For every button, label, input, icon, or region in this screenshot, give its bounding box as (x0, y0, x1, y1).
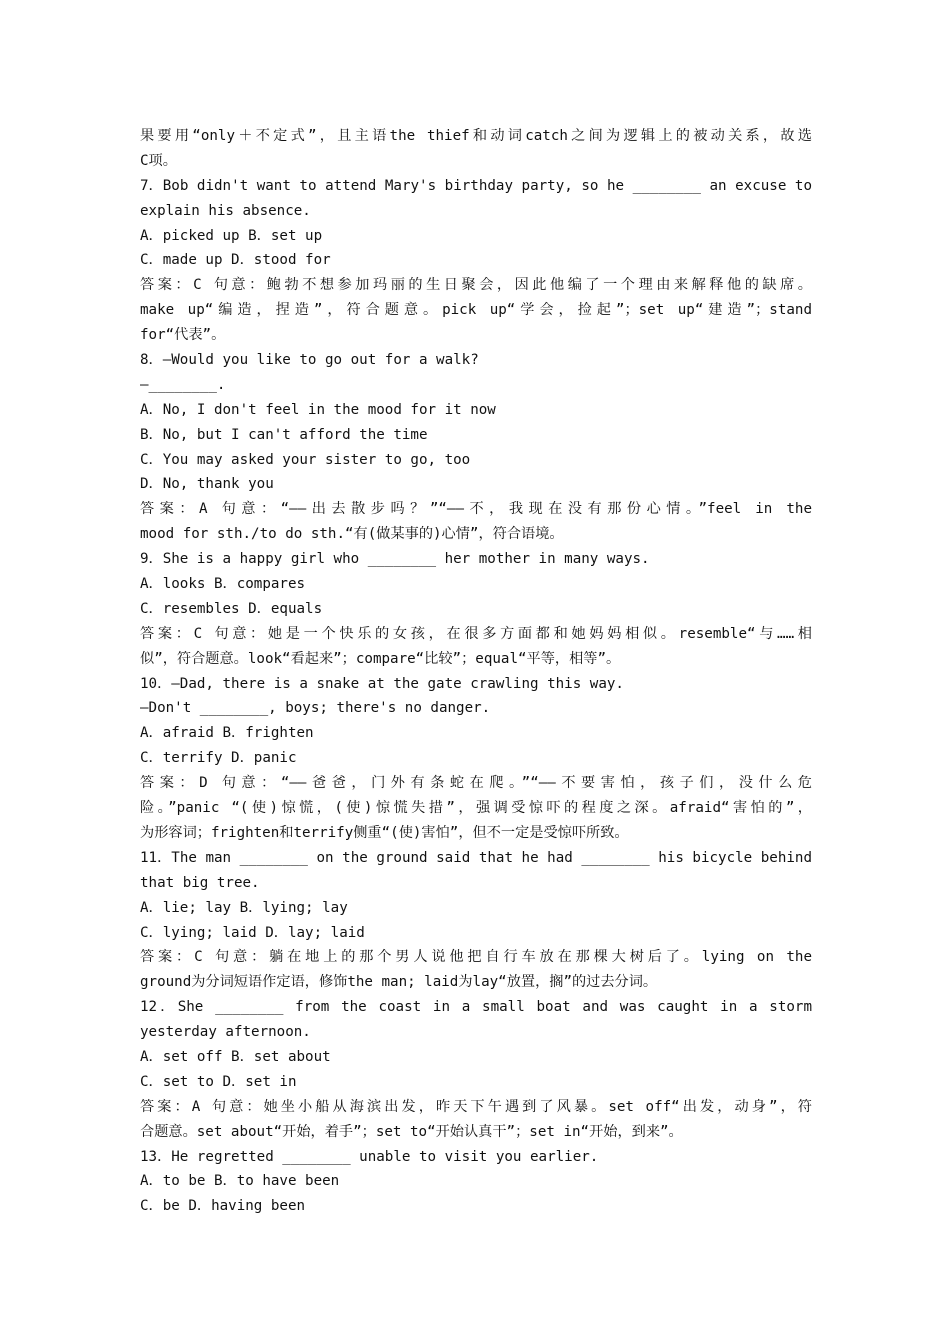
text-line: 答案：C 句意：鲍勃不想参加玛丽的生日聚会，因此他编了一个理由来解释他的缺席。 (140, 277, 812, 294)
text-line: 答案：A 句意：“——出去散步吗？”“——不，我现在没有那份心情。”feel in the (140, 501, 812, 518)
text-line: make up“编造，捏造”，符合题意。pick up“学会，捡起”；set up“建造”；stand (140, 302, 812, 319)
text-line: C．lying; laid D．lay; laid (140, 924, 365, 941)
text-line: 险。”panic “(使)惊慌，(使)惊慌失措”，强调受惊吓的程度之深。afraid“害怕的”， (140, 800, 812, 817)
text-line: 似”，符合题意。look“看起来”；compare“比较”；equal“平等，相等”。 (140, 650, 621, 667)
text-line: 8．—Would you like to go out for a walk? (140, 352, 479, 369)
text-line: 10．—Dad, there is a snake at the gate crawling this way. (140, 675, 624, 692)
text-line: that big tree. (140, 874, 260, 891)
text-line: 答案：A 句意：她坐小船从海滨出发，昨天下午遇到了风暴。set off“出发，动身”，符 (140, 1098, 812, 1115)
text-line: explain his absence. (140, 202, 311, 219)
document-page (140, 124, 812, 1219)
text-line: C．made up D．stood for (140, 252, 331, 269)
text-line: B．No, but I can't afford the time (140, 426, 428, 443)
text-line: for“代表”。 (140, 327, 226, 344)
text-line: yesterday afternoon. (140, 1024, 311, 1041)
text-line: mood for sth./to do sth.“有(做某事的)心情”，符合语境。 (140, 526, 564, 543)
text-line: 答案：C 句意：她是一个快乐的女孩，在很多方面都和她妈妈相似。resemble“与……相 (140, 625, 812, 642)
text-line: 11．The man ________ on the ground said that he had ________ his bicycle behind (140, 849, 812, 866)
text-line: A．No, I don't feel in the mood for it now (140, 401, 496, 418)
text-line: C．resembles D．equals (140, 600, 323, 617)
text-line: C．You may asked your sister to go, too (140, 451, 471, 468)
text-line: A．set off B．set about (140, 1048, 331, 1065)
text-line: 果要用“only＋不定式”，且主语the thief和动词catch之间为逻辑上的被动关系，故选 (140, 128, 812, 144)
text-line: ground为分词短语作定语，修饰the man; laid为lay“放置，搁”的过去分词。 (140, 974, 658, 991)
text-line: C．be D．having been (140, 1198, 306, 1215)
text-line: 答案：D 句意：“——爸爸，门外有条蛇在爬。”“——不要害怕，孩子们，没什么危 (140, 775, 812, 792)
text-line: A．picked up B．set up (140, 227, 323, 244)
text-line: 9．She is a happy girl who ________ her mother in many ways. (140, 551, 650, 568)
text-line: 合题意。set about“开始，着手”；set to“开始认真干”；set in“开始，到来”。 (140, 1123, 683, 1140)
text-line: C．set to D．set in (140, 1073, 297, 1090)
text-line: A．afraid B．frighten (140, 725, 314, 742)
text-line: C项。 (140, 152, 177, 169)
text-line: A．to be B．to have been (140, 1173, 340, 1190)
text-line: 答案：C 句意：躺在地上的那个男人说他把自行车放在那棵大树后了。lying on the (140, 949, 812, 966)
text-line: —Don't ________, boys; there's no danger. (140, 700, 491, 717)
text-line: 12．She ________ from the coast in a small boat and was caught in a storm (140, 999, 812, 1016)
text-line: 为形容词；frighten和terrify侧重“(使)害怕”，但不一定是受惊吓所致。 (140, 824, 629, 841)
text-line: D．No, thank you (140, 476, 274, 493)
text-line: 7．Bob didn't want to attend Mary's birthday party, so he ________ an excuse to (140, 177, 812, 194)
text-line: A．lie; lay B．lying; lay (140, 899, 348, 916)
text-line: C．terrify D．panic (140, 750, 297, 767)
text-line: —________. (140, 376, 226, 393)
text-line: 13．He regretted ________ unable to visit you earlier. (140, 1148, 599, 1165)
text-line: A．looks B．compares (140, 576, 306, 593)
